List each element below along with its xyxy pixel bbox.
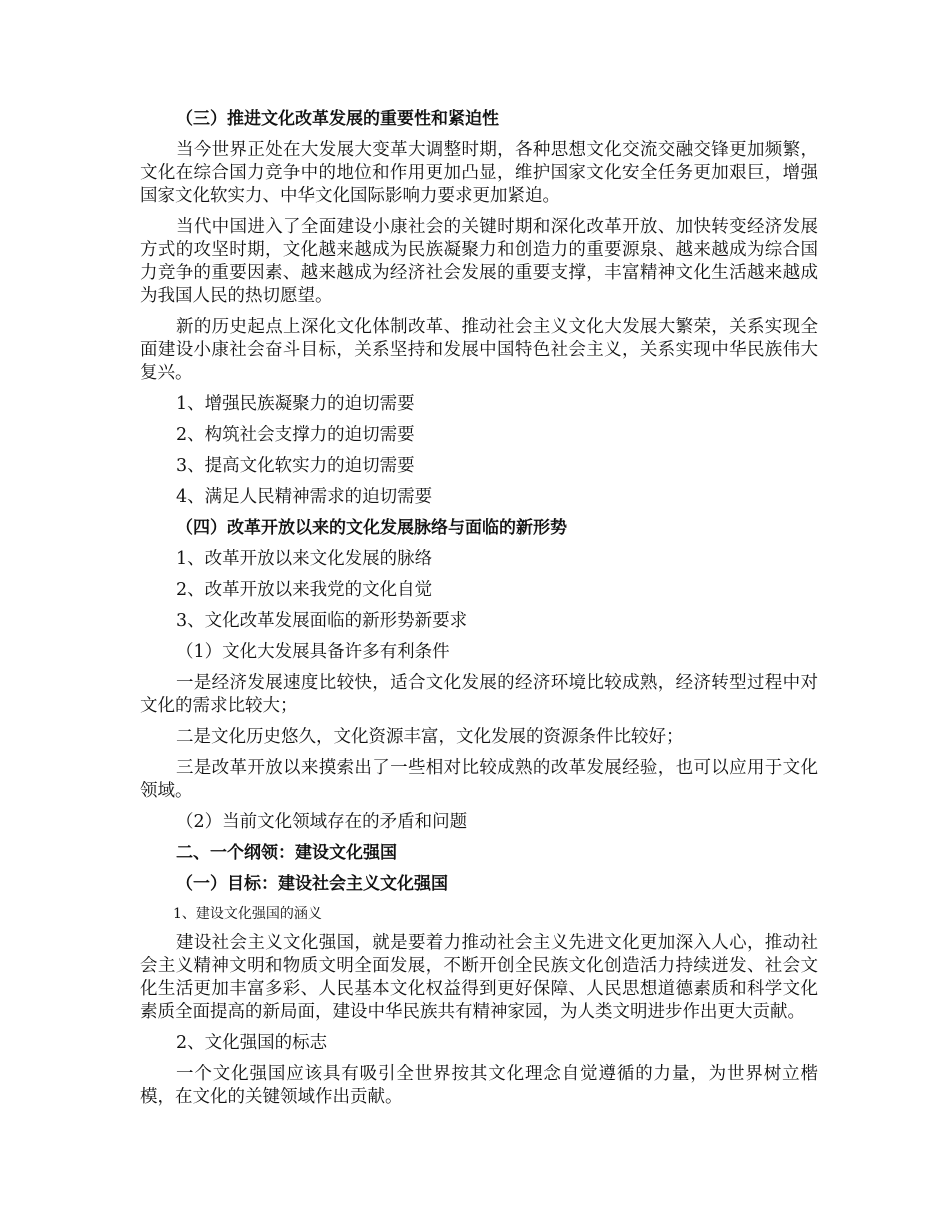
part-heading: 二、一个纲领：建设文化强国 (176, 843, 397, 863)
list-item: 1、建设文化强国的涵义 (173, 906, 322, 922)
list-item: 3、文化改革发展面临的新形势新要求 (176, 611, 468, 631)
list-item: 1、增强民族凝聚力的迫切需要 (176, 394, 415, 414)
list-item: 3、提高文化软实力的迫切需要 (176, 456, 415, 476)
list-item: 2、构筑社会支撑力的迫切需要 (176, 425, 415, 445)
paragraph: 二是文化历史悠久，文化资源丰富，文化发展的资源条件比较好； (176, 727, 684, 747)
list-item: 2、改革开放以来我党的文化自觉 (176, 580, 433, 600)
paragraph: 新的历史起点上深化文化体制改革、推动社会主义文化大发展大繁荣，关系实现全面建设小康社会奋斗目标，关系坚持和发展中国特色社会主义，关系实现中华民族伟大复兴。 (140, 317, 818, 383)
section-heading: （四）改革开放以来的文化发展脉络与面临的新形势 (176, 518, 567, 538)
list-item: 2、文化强国的标志 (176, 1033, 328, 1053)
sub-item: （1）文化大发展具备许多有利条件 (176, 642, 450, 662)
list-item: 1、改革开放以来文化发展的脉络 (176, 549, 433, 569)
paragraph: 三是改革开放以来摸索出了一些相对比较成熟的改革发展经验，也可以应用于文化领域。 (140, 758, 818, 801)
paragraph: 一个文化强国应该具有吸引全世界按其文化理念自觉遵循的力量，为世界树立楷模，在文化的关键领域作出贡献。 (140, 1064, 818, 1107)
section-heading: （三）推进文化改革发展的重要性和紧迫性 (176, 109, 499, 129)
section-heading: （一）目标：建设社会主义文化强国 (176, 874, 448, 894)
paragraph: 一是经济发展速度比较快，适合文化发展的经济环境比较成熟，经济转型过程中对文化的需求比较大； (140, 673, 818, 716)
document-page (140, 108, 818, 1117)
paragraph: 建设社会主义文化强国，就是要着力推动社会主义先进文化更加深入人心，推动社会主义精神文明和物质文明全面发展，不断开创全民族文化创造活力持续迸发、社会文化生活更加丰富多彩、人民基本文化权益得到更好保障、人民思想道德素质和科学文化素质全面提高的新局面，建设中华民族共有精神家园，为人类文明进步作出更大贡献。 (140, 933, 818, 1022)
sub-item: （2）当前文化领域存在的矛盾和问题 (176, 812, 468, 832)
list-item: 4、满足人民精神需求的迫切需要 (176, 487, 433, 507)
paragraph: 当今世界正处在大发展大变革大调整时期，各种思想文化交流交融交锋更加频繁，文化在综合国力竞争中的地位和作用更加凸显，维护国家文化安全任务更加艰巨，增强国家文化软实力、中华文化国际影响力要求更加紧迫。 (140, 140, 818, 206)
paragraph: 当代中国进入了全面建设小康社会的关键时期和深化改革开放、加快转变经济发展方式的攻坚时期，文化越来越成为民族凝聚力和创造力的重要源泉、越来越成为综合国力竞争的重要因素、越来越成为经济社会发展的重要支撑，丰富精神文化生活越来越成为我国人民的热切愿望。 (140, 217, 818, 306)
